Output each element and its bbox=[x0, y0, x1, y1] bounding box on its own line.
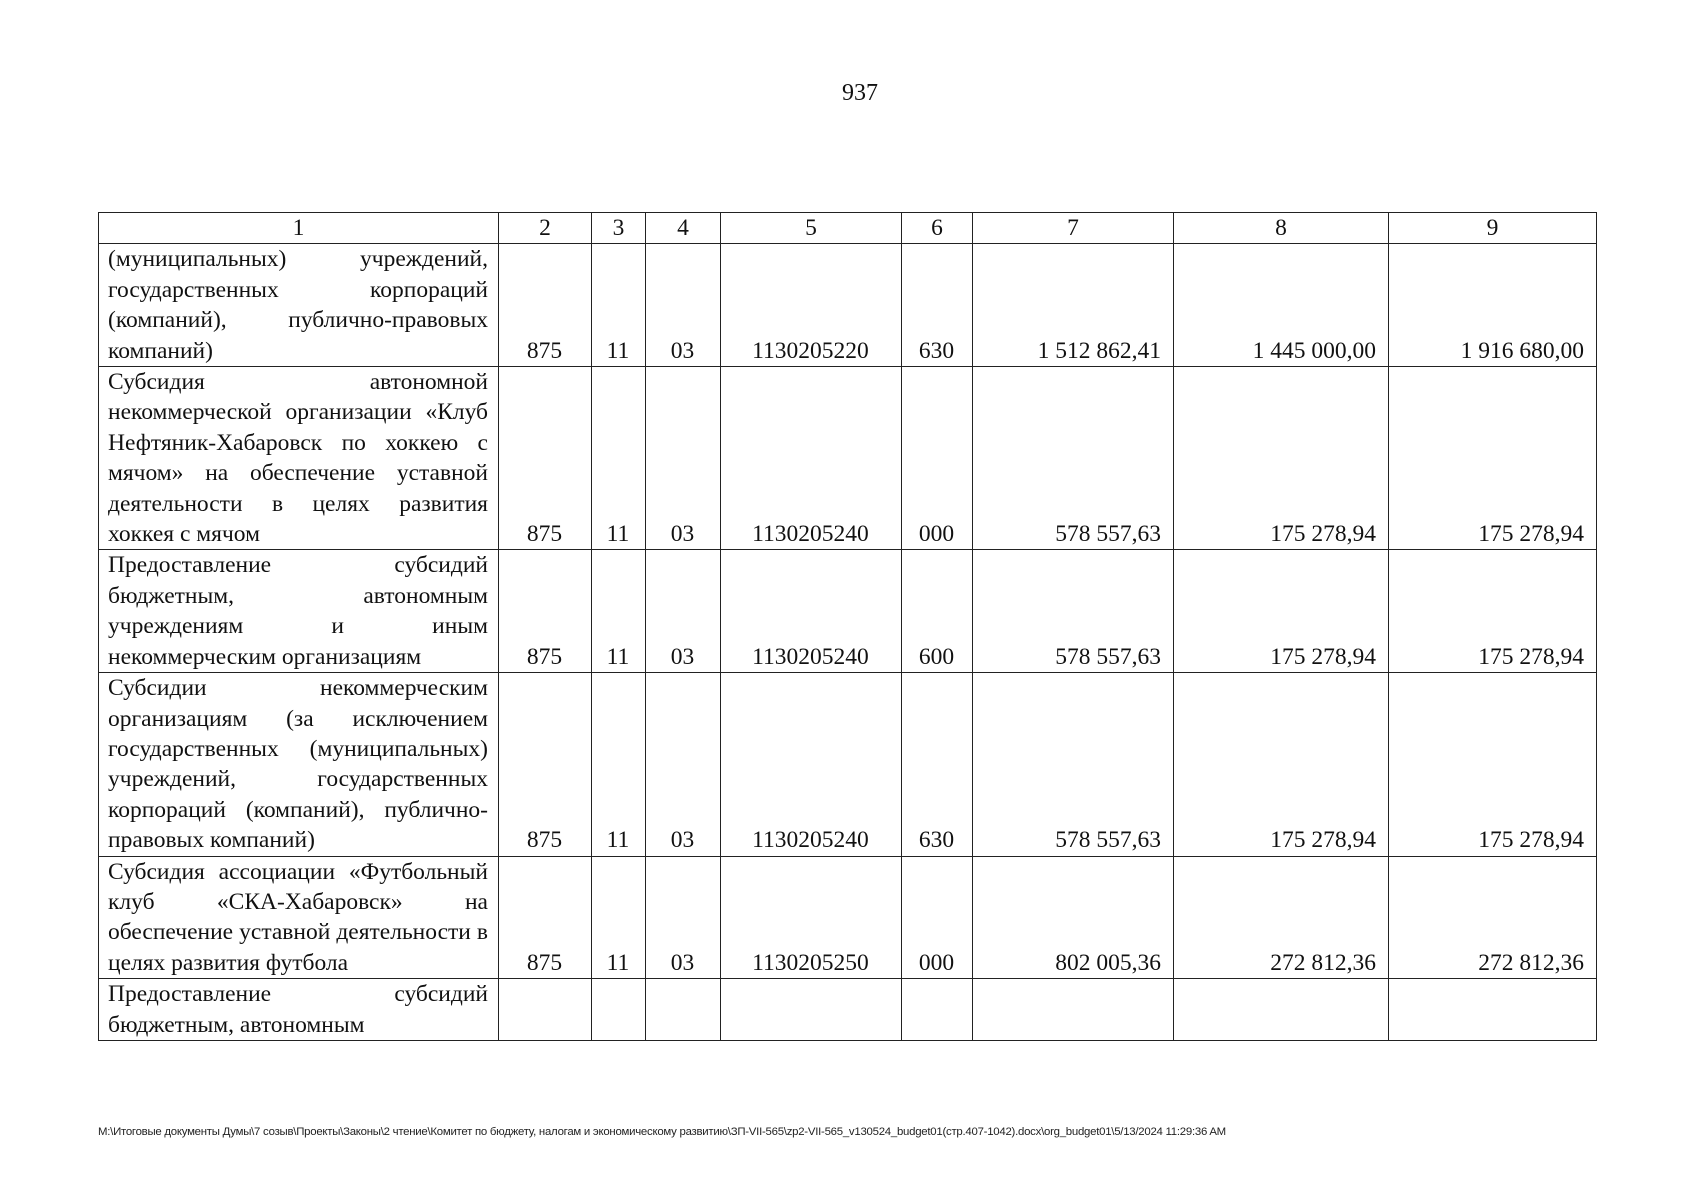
amount-col-9: 175 278,94 bbox=[1389, 367, 1597, 550]
amount-col-8: 272 812,36 bbox=[1174, 856, 1389, 979]
amount-col-8: 1 445 000,00 bbox=[1174, 244, 1389, 367]
header-cell: 6 bbox=[902, 213, 973, 244]
header-cell: 7 bbox=[973, 213, 1174, 244]
subsection-code: 03 bbox=[646, 367, 721, 550]
table-row bbox=[99, 856, 1597, 979]
expense-type-code: 630 bbox=[902, 244, 973, 367]
ministry-code bbox=[499, 979, 592, 1041]
row-description: Предоставление субсидий бюджетным, автономным bbox=[99, 979, 499, 1041]
target-article-code: 1130205240 bbox=[721, 673, 902, 856]
target-article-code: 1130205240 bbox=[721, 367, 902, 550]
row-description: Субсидия ассоциации «Футбольный клуб «СКА-Хабаровск» на обеспечение уставной деятельности в целях развития футбола bbox=[99, 856, 499, 979]
row-description: (муниципальных) учреждений, государственных корпораций (компаний), публично-правовых компаний) bbox=[99, 244, 499, 367]
header-cell: 4 bbox=[646, 213, 721, 244]
table-row bbox=[99, 979, 1597, 1041]
table-header-row bbox=[99, 213, 1597, 244]
amount-col-8: 175 278,94 bbox=[1174, 673, 1389, 856]
row-description: Предоставление субсидий бюджетным, автономным учреждениям и иным некоммерческим организациям bbox=[99, 550, 499, 673]
ministry-code: 875 bbox=[499, 367, 592, 550]
amount-col-9: 175 278,94 bbox=[1389, 550, 1597, 673]
row-description: Субсидия автономной некоммерческой организации «Клуб Нефтяник-Хабаровск по хоккею с мячом» на обеспечение уставной деятельности в целях развития хоккея с мячом bbox=[99, 367, 499, 550]
document-path-footer: M:\Итоговые документы Думы\7 созыв\Проекты\Законы\2 чтение\Комитет по бюджету, налогам и экономическому развитию\ЗП-VII-565\zp2-VII-565_v130524_budget01(стр.407-1042).docx\org_budget01\5/13/2024 11:29:36 AM bbox=[98, 1126, 1226, 1138]
section-code: 11 bbox=[592, 244, 646, 367]
expense-type-code: 000 bbox=[902, 856, 973, 979]
header-cell: 1 bbox=[99, 213, 499, 244]
amount-col-7: 578 557,63 bbox=[973, 550, 1174, 673]
budget-table bbox=[98, 212, 1597, 1041]
expense-type-code: 630 bbox=[902, 673, 973, 856]
expense-type-code bbox=[902, 979, 973, 1041]
subsection-code: 03 bbox=[646, 244, 721, 367]
section-code bbox=[592, 979, 646, 1041]
table-row bbox=[99, 673, 1597, 856]
target-article-code bbox=[721, 979, 902, 1041]
section-code: 11 bbox=[592, 856, 646, 979]
table-row bbox=[99, 244, 1597, 367]
amount-col-7: 578 557,63 bbox=[973, 673, 1174, 856]
amount-col-8: 175 278,94 bbox=[1174, 367, 1389, 550]
amount-col-7: 578 557,63 bbox=[973, 367, 1174, 550]
header-cell: 5 bbox=[721, 213, 902, 244]
amount-col-9: 1 916 680,00 bbox=[1389, 244, 1597, 367]
subsection-code: 03 bbox=[646, 856, 721, 979]
table-row bbox=[99, 550, 1597, 673]
ministry-code: 875 bbox=[499, 856, 592, 979]
expense-type-code: 600 bbox=[902, 550, 973, 673]
section-code: 11 bbox=[592, 367, 646, 550]
header-cell: 8 bbox=[1174, 213, 1389, 244]
amount-col-9 bbox=[1389, 979, 1597, 1041]
section-code: 11 bbox=[592, 673, 646, 856]
ministry-code: 875 bbox=[499, 244, 592, 367]
amount-col-8: 175 278,94 bbox=[1174, 550, 1389, 673]
target-article-code: 1130205220 bbox=[721, 244, 902, 367]
ministry-code: 875 bbox=[499, 673, 592, 856]
subsection-code: 03 bbox=[646, 673, 721, 856]
amount-col-8 bbox=[1174, 979, 1389, 1041]
target-article-code: 1130205240 bbox=[721, 550, 902, 673]
row-description: Субсидии некоммерческим организациям (за исключением государственных (муниципальных) учреждений, государственных корпораций (компаний), публично-правовых компаний) bbox=[99, 673, 499, 856]
table-row bbox=[99, 367, 1597, 550]
header-cell: 3 bbox=[592, 213, 646, 244]
expense-type-code: 000 bbox=[902, 367, 973, 550]
amount-col-9: 175 278,94 bbox=[1389, 673, 1597, 856]
amount-col-7 bbox=[973, 979, 1174, 1041]
amount-col-9: 272 812,36 bbox=[1389, 856, 1597, 979]
subsection-code: 03 bbox=[646, 550, 721, 673]
amount-col-7: 1 512 862,41 bbox=[973, 244, 1174, 367]
target-article-code: 1130205250 bbox=[721, 856, 902, 979]
header-cell: 2 bbox=[499, 213, 592, 244]
amount-col-7: 802 005,36 bbox=[973, 856, 1174, 979]
subsection-code bbox=[646, 979, 721, 1041]
section-code: 11 bbox=[592, 550, 646, 673]
page-number: 937 bbox=[842, 80, 878, 106]
ministry-code: 875 bbox=[499, 550, 592, 673]
header-cell: 9 bbox=[1389, 213, 1597, 244]
